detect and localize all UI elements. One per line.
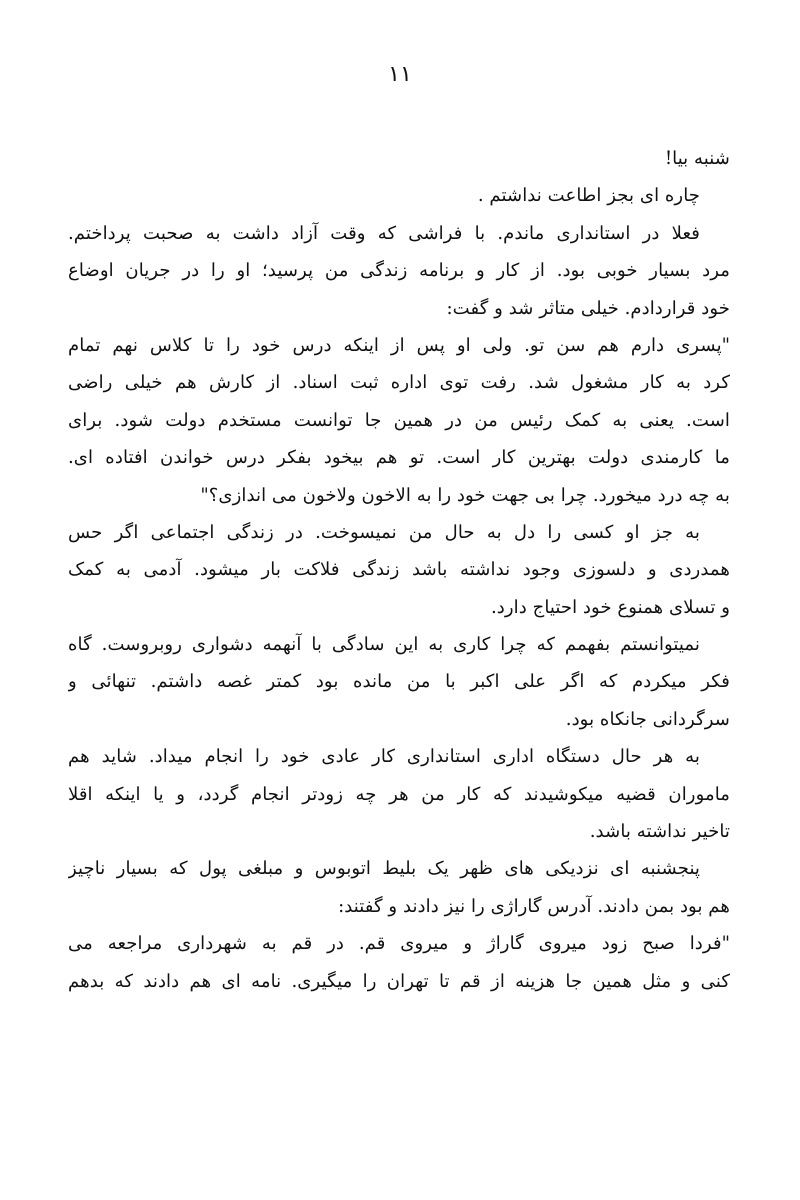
text-line: مرد بسیار خوبی بود. از کار و برنامه زندگی من پرسید؛ او را در جریان اوضاع bbox=[68, 260, 730, 282]
text-line: ما کارمندی دولت بهترین کار است. تو هم بیخود بفکر درس خواندن افتاده ای. bbox=[68, 447, 730, 469]
text-line: به جز او کسی را دل به حال من نمیسوخت. در زندگی اجتماعی اگر حس bbox=[68, 521, 700, 543]
body-text bbox=[68, 140, 730, 1000]
text-line: "پسری دارم هم سن تو. ولی او پس از اینکه درس خود را تا کلاس نهم تمام bbox=[68, 334, 730, 356]
text-line: کرد به کار مشغول شد. رفت توی اداره ثبت اسناد. از کارش هم خیلی راضی bbox=[68, 372, 730, 394]
text-line: کنی و مثل همین جا هزینه از قم تا تهران را میگیری. نامه ای هم دادند که بدهم bbox=[68, 970, 730, 992]
text-line: سرگردانی جانکاه بود. bbox=[565, 708, 730, 730]
text-line: است. یعنی به کمک رئیس من در همین جا توانست مستخدم دولت شود. برای bbox=[68, 409, 730, 431]
text-line: "فردا صبح زود میروی گاراژ و میروی قم. در قم به شهرداری مراجعه می bbox=[68, 933, 730, 955]
text-line: تاخیر نداشته باشد. bbox=[589, 821, 730, 843]
text-line: خود قراردادم. خیلی متاثر شد و گفت: bbox=[446, 297, 730, 319]
text-line: فکر میکردم که اگر علی اکبر با من مانده بود کمتر غصه داشتم. تنهائی و bbox=[68, 671, 730, 693]
text-line: و تسلای همنوع خود احتیاج دارد. bbox=[490, 596, 730, 618]
text-line: به چه درد میخورد. چرا بی جهت خود را به الاخون ولاخون می اندازی؟" bbox=[200, 484, 730, 506]
text-line: چاره ای بجز اطاعت نداشتم . bbox=[477, 185, 700, 207]
text-line: به هر حال دستگاه اداری استانداری کار عادی خود را انجام میداد. شاید هم bbox=[68, 746, 700, 768]
text-line: شنبه بیا! bbox=[664, 148, 730, 169]
text-line: نمیتوانستم بفهمم که چرا کاری به این سادگی با آنهمه دشواری روبروست. گاه bbox=[68, 634, 700, 656]
page-number: ۱۱ bbox=[388, 62, 412, 87]
text-line: همدردی و دلسوزی وجود نداشته باشد زندگی فلاکت بار میشود. آدمی به کمک bbox=[68, 559, 730, 581]
text-line: پنجشنبه ای نزدیکی های ظهر یک بلیط اتوبوس و مبلغی پول که بسیار ناچیز bbox=[68, 858, 700, 880]
text-line: ماموران قضیه میکوشیدند که کار من هر چه زودتر انجام گردد، و یا اینکه اقلا bbox=[68, 783, 730, 805]
text-line: هم بود بمن دادند. آدرس گاراژی را نیز دادند و گفتند: bbox=[338, 895, 730, 917]
text-line: فعلا در استانداری ماندم. با فراشی که وقت آزاد داشت به صحبت پرداختم. bbox=[68, 222, 700, 244]
